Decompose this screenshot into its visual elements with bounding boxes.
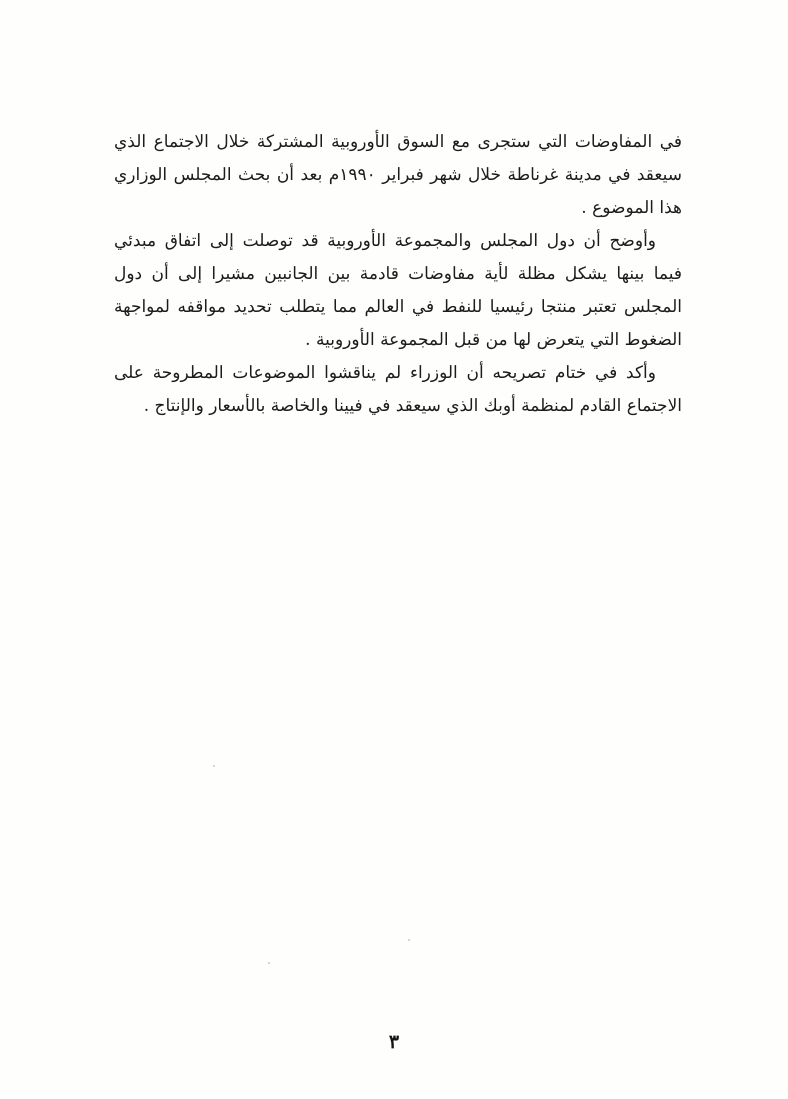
scan-speck — [408, 939, 410, 941]
paragraph-2: وأوضح أن دول المجلس والمجموعة الأوروبية قد توصلت إلى اتفاق مبدئي فيما بينها يشكل مظلة لأية مفاوضات قادمة بين الجانبين مشيرا إلى أن دول المجلس تعتبر منتجا رئيسيا للنفط في العالم مما يتطلب تحديد مواقفه لمواجهة الضغوط التي يتعرض لها من قبل المجموعة الأوروبية . — [114, 231, 682, 350]
paragraph-1: في المفاوضات التي ستجرى مع السوق الأوروبية المشتركة خلال الاجتماع الذي سيعقد في مدينة غرناطة خلال شهر فبراير ١٩٩٠م بعد أن بحث المجلس الوزاري هذا الموضوع . — [114, 132, 682, 218]
scan-speck — [268, 962, 270, 964]
body-text — [114, 126, 682, 423]
scan-speck — [213, 765, 215, 767]
paragraph-3: وأكد في ختام تصريحه أن الوزراء لم يناقشوا الموضوعات المطروحة على الاجتماع القادم لمنظمة أوبك الذي سيعقد في فيينا والخاصة بالأسعار والإنتاج . — [114, 363, 682, 416]
page-number: ٣ — [388, 1031, 400, 1053]
